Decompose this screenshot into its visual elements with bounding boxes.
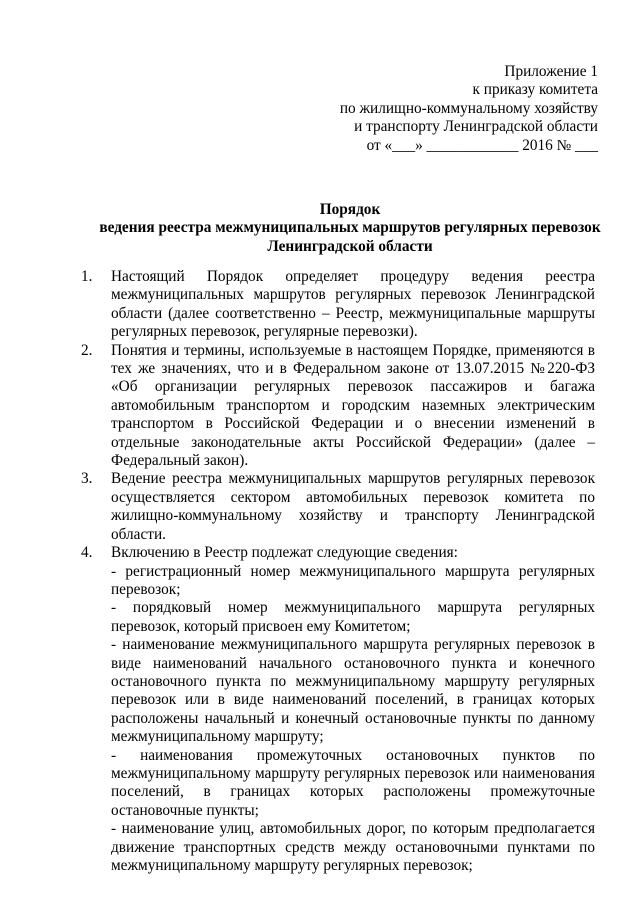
item-number: 4.	[81, 544, 93, 562]
appendix-committee: по жилищно-коммунальному хозяйству	[339, 99, 598, 117]
appendix-date-number: от «___» ____________ 2016 № ___	[366, 136, 598, 154]
item-text: Ведение реестра межмуниципальных маршрутов регулярных перевозок осуществляется сектором автомобильных перевозок комитета по жилищно-коммунальному хозяйству и транспорту Ленинградской области.	[111, 470, 595, 543]
sub-item: - регистрационный номер межмуниципального маршрута регулярных перевозок;	[111, 562, 595, 598]
appendix-region: и транспорту Ленинградской области	[354, 118, 598, 136]
title-line-2: ведения реестра межмуниципальных маршрутов регулярных перевозок	[99, 219, 601, 237]
sub-item: - порядковый номер межмуниципального маршрута регулярных перевозок, который присвоен ему Комитетом;	[111, 599, 595, 635]
document-title	[60, 201, 640, 256]
appendix-order-ref: к приказу комитета	[472, 81, 598, 99]
sub-list	[111, 563, 595, 876]
item-text: Понятия и термины, используемые в настоящем Порядке, применяются в тех же значениях, что и в Федеральном законе от 13.07.2015 №220-ФЗ «Об организации регулярных перевозок пассажиров и багажа автомобильным транспортом и городским наземных электрическим транспортом в Российской Федерации и о внесении изменений в отдельные законодательные акты Российской Федерации» (далее – Федеральный закон).	[111, 341, 595, 470]
sub-item: - наименования промежуточных остановочных пунктов по межмуниципальному маршруту регулярных перевозок или наименования поселений, в границах которых расположены промежуточные остановочные пункты;	[111, 746, 595, 819]
item-text: Включению в Реестр подлежат следующие сведения:	[111, 544, 458, 562]
sub-item: - наименование межмуниципального маршрута регулярных перевозок в виде наименований начального остановочного пункта и конечного остановочного пункта по межмуниципальному маршруту регулярных перевозок или в виде наименований поселений, в границах которых расположены начальный и конечный остановочные пункты по данному межмуниципальному маршруту;	[111, 636, 595, 746]
item-number: 2.	[81, 341, 93, 359]
numbered-list	[81, 268, 595, 875]
list-item	[81, 544, 595, 875]
item-number: 3.	[81, 470, 93, 488]
list-item	[81, 341, 595, 471]
item-text: Настоящий Порядок определяет процедуру ведения реестра межмуниципальных маршрутов регулярных перевозок Ленинградской области (далее соответственно – Реестр, межмуниципальные маршруты регулярных перевозок, регулярные перевозки).	[111, 268, 595, 341]
list-item	[81, 470, 595, 544]
item-number: 1.	[81, 268, 93, 285]
appendix-block	[178, 63, 598, 155]
title-line-1: Порядок	[319, 201, 381, 218]
sub-item: - наименование улиц, автомобильных дорог, по которым предполагается движение транспортных средств между остановочными пунктами по межмуниципальному маршруту регулярных перевозок;	[111, 820, 595, 874]
title-line-3: Ленинградской области	[267, 237, 433, 255]
list-item	[81, 268, 595, 342]
appendix-title: Приложение 1	[504, 63, 598, 80]
